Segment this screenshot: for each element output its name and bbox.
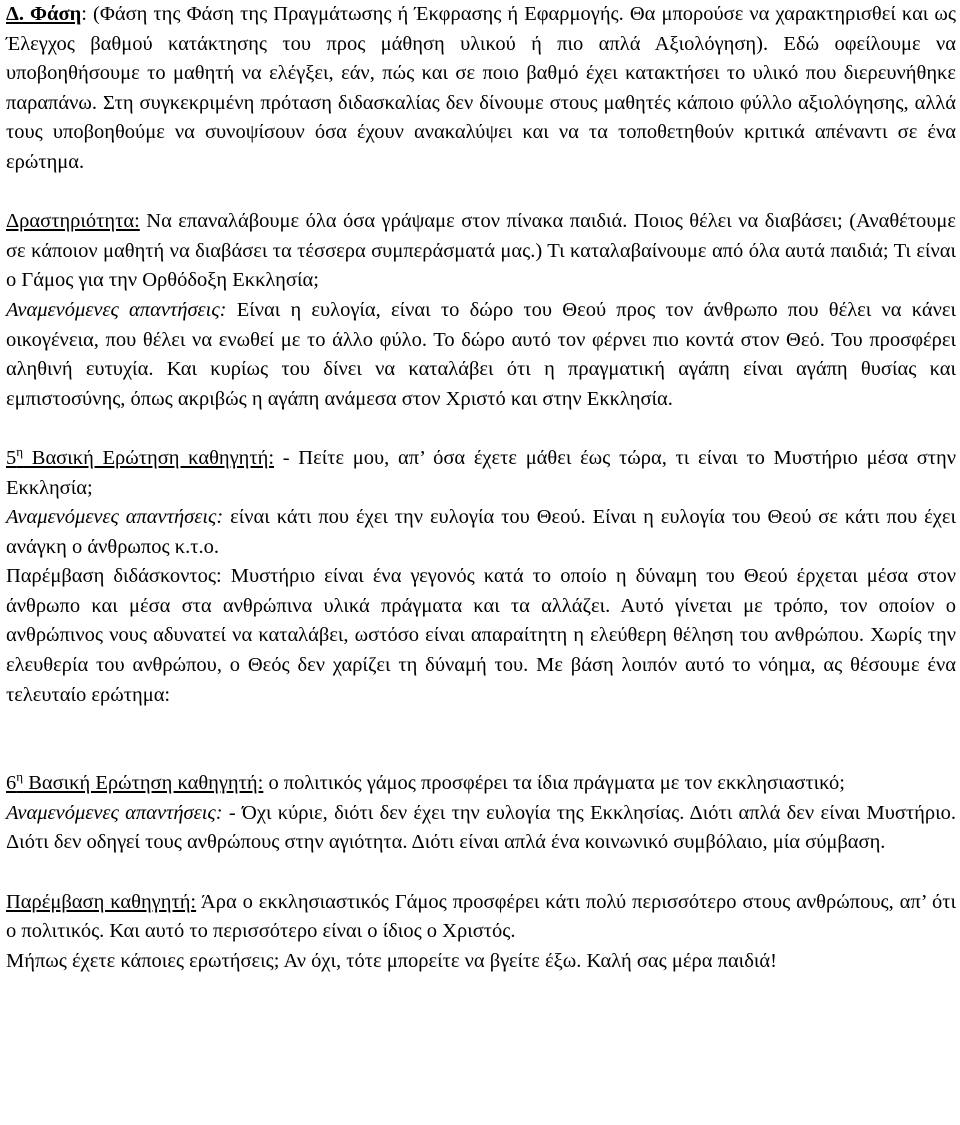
question5-text: - Πείτε μου, απ’ όσα έχετε μάθει έως τώρα, τι είναι το Μυστήριο μέσα στην Εκκλησία;: [6, 446, 956, 499]
spacer: [6, 414, 956, 444]
document-page: [6, 0, 956, 976]
spacer: [6, 178, 956, 208]
activity-text: Να επαναλάβουμε όλα όσα γράψαμε στον πίνακα παιδιά. Ποιος θέλει να διαβάσει; (Αναθέτουμε σε κάποιον μαθητή να διαβάσει τα τέσσερα συμπεράσματά μας.) Τι καταλαβαίνουμε από όλα αυτά παιδιά; Τι είναι ο Γάμος για την Ορθόδοξη Εκκλησία;: [6, 210, 956, 292]
closing-final: Μήπως έχετε κάποιες ερωτήσεις; Αν όχι, τότε μπορείτε να βγείτε έξω. Καλή σας μέρα παιδιά!: [6, 949, 777, 972]
closing-text: Άρα ο εκκλησιαστικός Γάμος προσφέρει κάτι πολύ περισσότερο στους ανθρώπους, απ’ ότι ο πολιτικός. Και αυτό το περισσότερο είναι ο ίδιος ο Χριστός.: [6, 890, 956, 943]
question5-superscript: η: [16, 443, 24, 459]
question6-expected-label: Αναμενόμενες απαντήσεις:: [6, 801, 223, 824]
question6-number: [6, 769, 264, 795]
question5-number-digit: 5: [6, 446, 17, 469]
activity-expected-text: Είναι η ευλογία, είναι το δώρο του Θεού προς τον άνθρωπο που θέλει να κάνει οικογένεια, που θέλει να ενωθεί με το άλλο φύλο. Το δώρο αυτό τον φέρνει πιο κοντά στον Θεό. Του προσφέρει αληθινή ευτυχία. Και κυρίως του δίνει να καταλάβει ότι η πραγματική αγάπη είναι αγάπη θυσίας και εμπιστοσύνης, όπως ακριβώς η αγάπη ανάμεσα στον Χριστό και στην Εκκλησία.: [6, 298, 956, 410]
phase-colon: :: [81, 3, 94, 25]
question5-number: [6, 443, 275, 469]
phase-text: (Φάση της Φάση της Πραγμάτωσης ή Έκφρασης ή Εφαρμογής. Θα μπορούσε να χαρακτηρισθεί και ως Έλεγχος βαθμού κατάκτησης του προς μάθηση υλικού ή πιο απλά Αξιολόγηση). Εδώ οφείλουμε να υποβοηθήσουμε το μαθητή να ελέγξει, εάν, πώς και σε ποιο βαθμό έχει κατακτήσει το υλικό που διερευνήθηκε παραπάνω. Στη συγκεκριμένη πρόταση διδασκαλίας δεν δίνουμε στους μαθητές κάποιο φύλλο αξιολόγησης, αλλά τους υποβοηθούμε να συνοψίσουν όσα έχουν ανακαλύψει και να τα τοποθετηθούν κριτικά απέναντι σε ένα ερώτημα.: [6, 3, 956, 173]
question6-text: ο πολιτικός γάμος προσφέρει τα ίδια πράγματα με τον εκκλησιαστικό;: [263, 772, 845, 795]
question6-label: Βασική Ερώτηση καθηγητή:: [23, 772, 264, 795]
activity-label: Δραστηριότητα:: [6, 210, 140, 233]
question5-intervention: Παρέμβαση διδάσκοντος: Μυστήριο είναι ένα γεγονός κατά το οποίο η δύναμη του Θεού έρχεται μέσα στον άνθρωπο και μέσα στα ανθρώπινα υλικά πράγματα και τα αλλάζει. Αυτό γίνεται με τρόπο, τον οποίον ο ανθρώπινος νους αδυνατεί να καταλάβει, ωστόσο είναι απαραίτητη η ελεύθερη θέληση του ανθρώπου. Χωρίς την ελευθερία του ανθρώπου, ο Θεός δεν χαρίζει τη δύναμή του. Με βάση λοιπόν αυτό το νόημα, ας θέσουμε ένα τελευταίο ερώτημα:: [6, 565, 956, 706]
question5-paragraph: [6, 444, 956, 710]
question5-expected-text: είναι κάτι που έχει την ευλογία του Θεού. Είναι η ευλογία του Θεού σε κάτι που έχει ανάγκη ο άνθρωπος κ.τ.ο.: [6, 506, 956, 558]
spacer: [6, 710, 956, 769]
activity-expected-label: Αναμενόμενες απαντήσεις:: [6, 298, 227, 321]
closing-label: Παρέμβαση καθηγητή:: [6, 890, 197, 913]
activity-paragraph: [6, 207, 956, 414]
question6-superscript: η: [16, 769, 24, 785]
question5-label: Βασική Ερώτηση καθηγητή:: [23, 446, 275, 469]
phase-paragraph: [6, 0, 956, 178]
question6-paragraph: [6, 769, 956, 858]
spacer: [6, 858, 956, 888]
question6-expected-text: - Όχι κύριε, διότι δεν έχει την ευλογία της Εκκλησίας. Διότι απλά δεν είναι Μυστήριο. Διότι δεν οδηγεί τους ανθρώπους στην αγιότητα. Διότι είναι απλά ένα κοινωνικό συμβόλαιο, μία σύμβαση.: [6, 801, 956, 854]
question6-number-digit: 6: [6, 772, 17, 795]
phase-heading: Δ. Φάση: [6, 3, 82, 25]
question5-expected-label: Αναμενόμενες απαντήσεις:: [6, 506, 224, 529]
closing-paragraph: [6, 888, 956, 977]
